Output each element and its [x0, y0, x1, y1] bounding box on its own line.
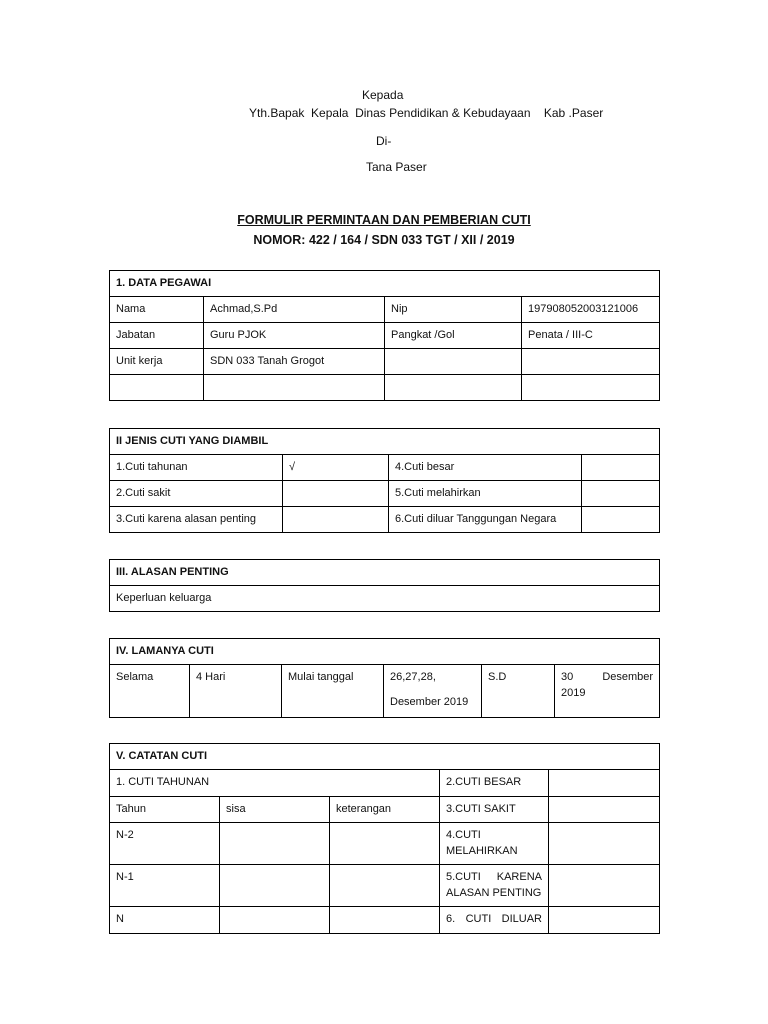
value-nip: 197908052003121006	[522, 297, 660, 323]
section-header: II JENIS CUTI YANG DIAMBIL	[110, 429, 660, 455]
empty-cell	[549, 823, 660, 865]
reason-value: Keperluan keluarga	[110, 586, 660, 612]
section-jenis-cuti	[109, 428, 660, 533]
empty-cell	[549, 907, 660, 934]
leave-type-tahunan: 1.Cuti tahunan	[110, 455, 283, 481]
section-header: III. ALASAN PENTING	[110, 560, 660, 586]
label-mulai-tanggal: Mulai tanggal	[282, 665, 384, 718]
section-header: V. CATATAN CUTI	[110, 744, 660, 770]
value-unit-kerja: SDN 033 Tanah Grogot	[204, 349, 385, 375]
col-keterangan: keterangan	[330, 797, 440, 823]
row-tahun: N-2	[110, 823, 220, 865]
label-selama: Selama	[110, 665, 190, 718]
recipient-city: Tana Paser	[366, 160, 427, 174]
label-nama: Nama	[110, 297, 204, 323]
empty-cell	[204, 375, 385, 401]
row-tahun: N-1	[110, 865, 220, 907]
empty-cell	[330, 907, 440, 934]
label-cuti-diluar: 6. CUTI DILUAR	[440, 907, 549, 934]
value-pangkat: Penata / III-C	[522, 323, 660, 349]
label-cuti-sakit: 3.CUTI SAKIT	[440, 797, 549, 823]
label-jabatan: Jabatan	[110, 323, 204, 349]
label-unit-kerja: Unit kerja	[110, 349, 204, 375]
mark-alasan-penting	[283, 507, 389, 533]
leave-type-sakit: 2.Cuti sakit	[110, 481, 283, 507]
empty-cell	[522, 349, 660, 375]
leave-type-diluar-tanggungan: 6.Cuti diluar Tanggungan Negara	[389, 507, 582, 533]
label-cuti-tahunan: 1. CUTI TAHUNAN	[110, 770, 440, 797]
value-end-date	[555, 665, 660, 718]
empty-cell	[330, 865, 440, 907]
empty-cell	[385, 375, 522, 401]
form-title: FORMULIR PERMINTAAN DAN PEMBERIAN CUTI	[237, 213, 531, 227]
section-data-pegawai	[109, 270, 660, 401]
form-number: NOMOR: 422 / 164 / SDN 033 TGT / XII / 2019	[253, 233, 515, 247]
start-date-days: 26,27,28,	[390, 671, 436, 683]
end-date-day: 30	[561, 671, 574, 683]
empty-cell	[220, 907, 330, 934]
label-cuti-alasan-penting: 5.CUTI KARENA ALASAN PENTING	[440, 865, 549, 907]
leave-type-melahirkan: 5.Cuti melahirkan	[389, 481, 582, 507]
label-sd: S.D	[482, 665, 555, 718]
section-alasan-penting	[109, 559, 660, 612]
label-cuti-besar: 2.CUTI BESAR	[440, 770, 549, 797]
label-pangkat: Pangkat /Gol	[385, 323, 522, 349]
value-nama: Achmad,S.Pd	[204, 297, 385, 323]
label-nip: Nip	[385, 297, 522, 323]
leave-type-besar: 4.Cuti besar	[389, 455, 582, 481]
empty-cell	[549, 797, 660, 823]
end-date-year: 2019	[561, 687, 586, 699]
leave-type-alasan-penting: 3.Cuti karena alasan penting	[110, 507, 283, 533]
empty-cell	[385, 349, 522, 375]
recipient-kepada: Kepada	[362, 88, 404, 102]
value-duration: 4 Hari	[190, 665, 282, 718]
section-lamanya-cuti	[109, 638, 660, 718]
empty-cell	[330, 823, 440, 865]
mark-diluar-tanggungan	[582, 507, 660, 533]
empty-cell	[549, 865, 660, 907]
label-cuti-melahirkan: 4.CUTI MELAHIRKAN	[440, 823, 549, 865]
col-tahun: Tahun	[110, 797, 220, 823]
empty-cell	[110, 375, 204, 401]
empty-cell	[522, 375, 660, 401]
mark-besar	[582, 455, 660, 481]
empty-cell	[549, 770, 660, 797]
col-sisa: sisa	[220, 797, 330, 823]
recipient-title: Yth.Bapak Kepala Dinas Pendidikan & Kebudayaan Kab .Paser	[249, 106, 604, 120]
section-header: 1. DATA PEGAWAI	[110, 271, 660, 297]
checkmark-tahunan: √	[283, 455, 389, 481]
value-jabatan: Guru PJOK	[204, 323, 385, 349]
end-date-month: Desember	[602, 671, 654, 683]
empty-cell	[220, 865, 330, 907]
section-catatan-cuti	[109, 743, 660, 934]
empty-cell	[220, 823, 330, 865]
recipient-di: Di-	[376, 134, 392, 148]
value-start-date	[384, 665, 482, 718]
start-date-month: Desember 2019	[390, 696, 469, 708]
section-header: IV. LAMANYA CUTI	[110, 639, 660, 665]
mark-melahirkan	[582, 481, 660, 507]
row-tahun: N	[110, 907, 220, 934]
mark-sakit	[283, 481, 389, 507]
